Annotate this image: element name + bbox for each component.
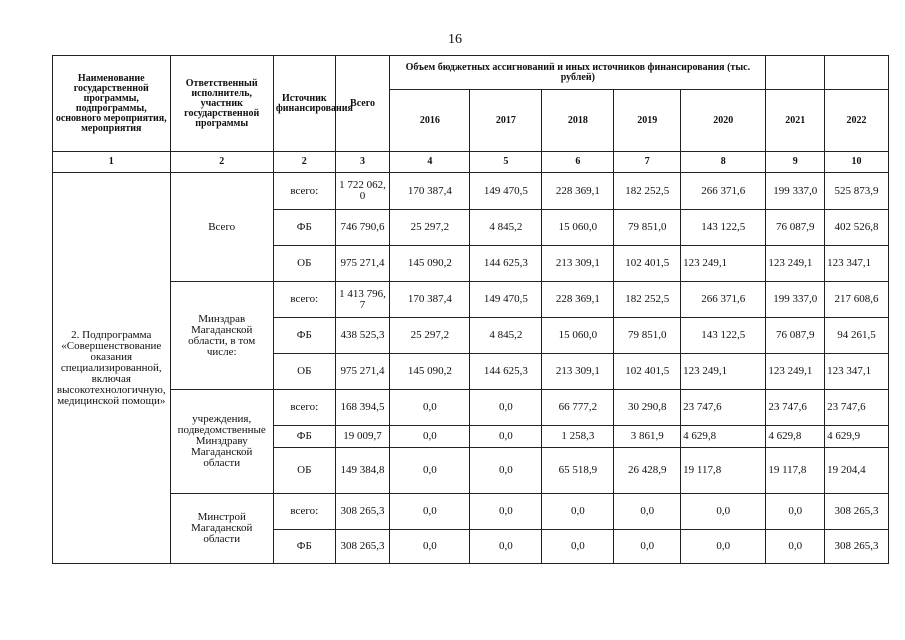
- index-cell: 3: [335, 152, 390, 173]
- value-cell: 123 249,1: [681, 354, 766, 390]
- value-cell: 4 845,2: [470, 210, 542, 246]
- source-cell: всего:: [273, 390, 335, 426]
- value-cell: 123 249,1: [766, 246, 825, 282]
- value-cell: 23 747,6: [766, 390, 825, 426]
- value-cell: 23 747,6: [825, 390, 889, 426]
- source-cell: ФБ: [273, 426, 335, 448]
- value-cell: 0,0: [542, 494, 614, 530]
- index-cell: 8: [681, 152, 766, 173]
- value-cell: 26 428,9: [614, 448, 681, 494]
- total-cell: 975 271,4: [335, 354, 390, 390]
- year-header: 2017: [470, 90, 542, 152]
- index-row: [53, 152, 889, 173]
- col-name-header: Наименование государственной программы, подпрограммы, основного мероприятия, мероприятия: [53, 56, 171, 152]
- total-cell: 308 265,3: [335, 494, 390, 530]
- value-cell: 525 873,9: [825, 173, 889, 210]
- value-cell: 25 297,2: [390, 210, 470, 246]
- value-cell: 182 252,5: [614, 282, 681, 318]
- value-cell: 4 629,9: [825, 426, 889, 448]
- source-cell: всего:: [273, 494, 335, 530]
- table-body: [53, 173, 889, 564]
- total-cell: 168 394,5: [335, 390, 390, 426]
- value-cell: 123 347,1: [825, 246, 889, 282]
- value-cell: 0,0: [766, 530, 825, 564]
- index-cell: 5: [470, 152, 542, 173]
- col-volume-header: Объем бюджетных ассигнований и иных источников финансирования (тыс. рублей): [390, 56, 766, 90]
- value-cell: 0,0: [470, 390, 542, 426]
- value-cell: 0,0: [390, 448, 470, 494]
- value-cell: 30 290,8: [614, 390, 681, 426]
- year-header: 2016: [390, 90, 470, 152]
- page-number: 16: [448, 32, 462, 47]
- value-cell: 0,0: [766, 494, 825, 530]
- value-cell: 145 090,2: [390, 354, 470, 390]
- value-cell: 15 060,0: [542, 318, 614, 354]
- source-cell: всего:: [273, 173, 335, 210]
- value-cell: 143 122,5: [681, 210, 766, 246]
- value-cell: 0,0: [390, 494, 470, 530]
- value-cell: 308 265,3: [825, 530, 889, 564]
- source-cell: ОБ: [273, 246, 335, 282]
- value-cell: 3 861,9: [614, 426, 681, 448]
- value-cell: 0,0: [614, 530, 681, 564]
- total-cell: 975 271,4: [335, 246, 390, 282]
- value-cell: 0,0: [390, 530, 470, 564]
- value-cell: 149 470,5: [470, 173, 542, 210]
- value-cell: 0,0: [470, 426, 542, 448]
- total-cell: 746 790,6: [335, 210, 390, 246]
- value-cell: 0,0: [681, 530, 766, 564]
- budget-table: [52, 55, 889, 564]
- total-cell: 149 384,8: [335, 448, 390, 494]
- index-cell: 6: [542, 152, 614, 173]
- source-cell: ОБ: [273, 448, 335, 494]
- value-cell: 182 252,5: [614, 173, 681, 210]
- value-cell: 25 297,2: [390, 318, 470, 354]
- empty-header-cell: [825, 56, 889, 90]
- index-cell: 4: [390, 152, 470, 173]
- executor-cell: Минстрой Магаданской области: [170, 494, 273, 564]
- year-header: 2022: [825, 90, 889, 152]
- value-cell: 76 087,9: [766, 210, 825, 246]
- executor-cell: Всего: [170, 173, 273, 282]
- value-cell: 170 387,4: [390, 173, 470, 210]
- col-total-header: Всего: [335, 56, 390, 152]
- value-cell: 144 625,3: [470, 246, 542, 282]
- year-header: 2020: [681, 90, 766, 152]
- value-cell: 94 261,5: [825, 318, 889, 354]
- index-cell: 2: [273, 152, 335, 173]
- value-cell: 0,0: [470, 494, 542, 530]
- year-header: 2019: [614, 90, 681, 152]
- value-cell: 19 117,8: [766, 448, 825, 494]
- value-cell: 199 337,0: [766, 282, 825, 318]
- source-cell: ФБ: [273, 530, 335, 564]
- index-cell: 7: [614, 152, 681, 173]
- value-cell: 79 851,0: [614, 318, 681, 354]
- year-header: 2021: [766, 90, 825, 152]
- total-cell: 308 265,3: [335, 530, 390, 564]
- executor-cell: учреждения, подведомственные Минздраву Магаданской области: [170, 390, 273, 494]
- value-cell: 19 204,4: [825, 448, 889, 494]
- value-cell: 0,0: [470, 448, 542, 494]
- source-cell: ФБ: [273, 210, 335, 246]
- source-cell: ОБ: [273, 354, 335, 390]
- value-cell: 199 337,0: [766, 173, 825, 210]
- value-cell: 65 518,9: [542, 448, 614, 494]
- year-header: 2018: [542, 90, 614, 152]
- value-cell: 123 249,1: [766, 354, 825, 390]
- index-cell: 1: [53, 152, 171, 173]
- value-cell: 0,0: [614, 494, 681, 530]
- total-cell: 1 413 796,7: [335, 282, 390, 318]
- value-cell: 308 265,3: [825, 494, 889, 530]
- value-cell: 144 625,3: [470, 354, 542, 390]
- value-cell: 19 117,8: [681, 448, 766, 494]
- value-cell: 76 087,9: [766, 318, 825, 354]
- program-name: 2. Подпрограмма «Совершенствование оказания специализированной, включая высокотехнологичную, медицинской помощи»: [53, 173, 171, 564]
- value-cell: 0,0: [390, 390, 470, 426]
- value-cell: 102 401,5: [614, 354, 681, 390]
- index-cell: 10: [825, 152, 889, 173]
- value-cell: 1 258,3: [542, 426, 614, 448]
- value-cell: 4 629,8: [681, 426, 766, 448]
- value-cell: 228 369,1: [542, 282, 614, 318]
- value-cell: 0,0: [390, 426, 470, 448]
- executor-cell: Минздрав Магаданской области, в том числе:: [170, 282, 273, 390]
- value-cell: 79 851,0: [614, 210, 681, 246]
- value-cell: 4 629,8: [766, 426, 825, 448]
- value-cell: 0,0: [470, 530, 542, 564]
- value-cell: 0,0: [681, 494, 766, 530]
- total-cell: 1 722 062,0: [335, 173, 390, 210]
- value-cell: 228 369,1: [542, 173, 614, 210]
- col-executor-header: Ответственный исполнитель, участник государственной программы: [170, 56, 273, 152]
- value-cell: 66 777,2: [542, 390, 614, 426]
- table-header: [53, 56, 889, 173]
- value-cell: 145 090,2: [390, 246, 470, 282]
- value-cell: 4 845,2: [470, 318, 542, 354]
- value-cell: 15 060,0: [542, 210, 614, 246]
- index-cell: 2: [170, 152, 273, 173]
- value-cell: 123 249,1: [681, 246, 766, 282]
- value-cell: 149 470,5: [470, 282, 542, 318]
- value-cell: 23 747,6: [681, 390, 766, 426]
- source-cell: всего:: [273, 282, 335, 318]
- total-cell: 438 525,3: [335, 318, 390, 354]
- table-row: [53, 390, 889, 426]
- empty-header-cell: [766, 56, 825, 90]
- value-cell: 402 526,8: [825, 210, 889, 246]
- table-row: [53, 173, 889, 210]
- value-cell: 266 371,6: [681, 282, 766, 318]
- value-cell: 213 309,1: [542, 246, 614, 282]
- table-row: [53, 494, 889, 530]
- value-cell: 0,0: [542, 530, 614, 564]
- value-cell: 123 347,1: [825, 354, 889, 390]
- col-source-header: Источник финансирования: [273, 56, 335, 152]
- source-cell: ФБ: [273, 318, 335, 354]
- value-cell: 217 608,6: [825, 282, 889, 318]
- index-cell: 9: [766, 152, 825, 173]
- value-cell: 102 401,5: [614, 246, 681, 282]
- table-row: [53, 282, 889, 318]
- total-cell: 19 009,7: [335, 426, 390, 448]
- value-cell: 213 309,1: [542, 354, 614, 390]
- value-cell: 170 387,4: [390, 282, 470, 318]
- value-cell: 266 371,6: [681, 173, 766, 210]
- value-cell: 143 122,5: [681, 318, 766, 354]
